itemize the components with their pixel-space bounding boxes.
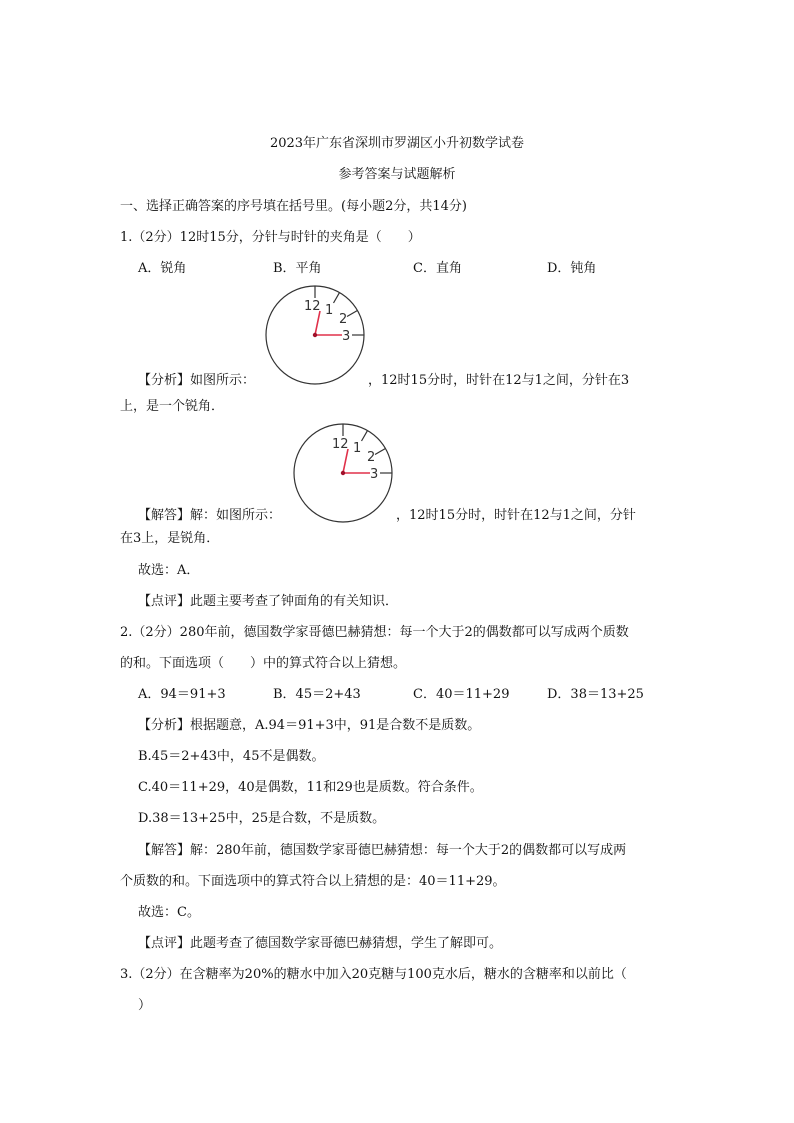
q1-option-a: A．锐角 [138, 261, 187, 276]
clock-number-3: 3 [342, 329, 351, 344]
q2-option-d: D．38＝13+25 [547, 687, 644, 702]
q1-choice: 故选：A． [138, 563, 200, 578]
clock-number-12: 12 [332, 437, 349, 452]
q2-analysis-line2: B.45＝2+43中，45不是偶数。 [138, 749, 325, 764]
clock-number-2: 2 [367, 450, 376, 465]
q2-comment: 【点评】此题考查了德国数学家哥德巴赫猜想，学生了解即可。 [138, 936, 503, 951]
q2-stem-line2: 的和。下面选项（ ）中的算式符合以上猜想。 [120, 656, 407, 671]
q2-analysis-line1: 【分析】根据题意，A.94＝91+3中，91是合数不是质数。 [138, 718, 481, 733]
q1-solution-prefix: 【解答】解：如图所示： [138, 508, 282, 523]
q2-stem-line1: 2.（2分）280年前，德国数学家哥德巴赫猜想：每一个大于2的偶数都可以写成两个质数 [120, 625, 629, 640]
q1-solution-suffix: ，12时15分时，时针在12与1之间，分针 [396, 508, 636, 523]
clock-figure-analysis [262, 284, 368, 390]
section-heading: 一、选择正确答案的序号填在括号里。(每小题2分，共14分) [120, 199, 467, 214]
q3-stem-line2: ） [138, 998, 152, 1013]
clock-number-3: 3 [370, 467, 379, 482]
q1-comment: 【点评】此题主要考查了钟面角的有关知识． [138, 594, 399, 609]
q2-solution-line1: 【解答】解：280年前，德国数学家哥德巴赫猜想：每一个大于2的偶数都可以写成两 [138, 843, 627, 858]
clock-number-2: 2 [339, 312, 348, 327]
clock-number-1: 1 [353, 441, 362, 456]
q1-solution-line2: 在3上，是锐角． [120, 531, 220, 546]
q1-option-b: B．平角 [273, 261, 322, 276]
clock-number-12: 12 [304, 299, 321, 314]
q1-analysis-suffix: ，12时15分时，时针在12与1之间，分针在3 [368, 373, 630, 388]
q2-option-a: A．94＝91+3 [138, 687, 226, 702]
q2-option-b: B．45＝2+43 [273, 687, 361, 702]
q1-stem: 1.（2分）12时15分，分针与时针的夹角是（ ） [120, 230, 421, 245]
q1-option-d: D．钝角 [547, 261, 597, 276]
clock-center [341, 471, 345, 475]
q1-option-c: C．直角 [413, 261, 462, 276]
q2-analysis-line3: C.40＝11+29，40是偶数，11和29也是质数。符合条件。 [138, 780, 483, 795]
page-subtitle: 参考答案与试题解析 [338, 167, 456, 182]
q1-analysis-line2: 上，是一个锐角． [120, 399, 225, 414]
hour-hand [315, 311, 320, 335]
page-title: 2023年广东省深圳市罗湖区小升初数学试卷 [269, 136, 525, 151]
q3-stem-line1: 3.（2分）在含糖率为20%的糖水中加入20克糖与100克水后，糖水的含糖率和以前比（ [120, 967, 627, 982]
clock-number-1: 1 [325, 303, 334, 318]
q2-solution-line2: 个质数的和。下面选项中的算式符合以上猜想的是：40＝11+29。 [120, 874, 506, 889]
q2-analysis-line4: D.38＝13+25中，25是合数，不是质数。 [138, 811, 386, 826]
clock-figure-solution [290, 422, 396, 528]
clock-center [313, 333, 317, 337]
q1-analysis-prefix: 【分析】如图所示： [138, 373, 256, 388]
q2-choice: 故选：C。 [138, 905, 200, 920]
hour-hand [343, 449, 348, 473]
q2-option-c: C．40＝11+29 [413, 687, 510, 702]
